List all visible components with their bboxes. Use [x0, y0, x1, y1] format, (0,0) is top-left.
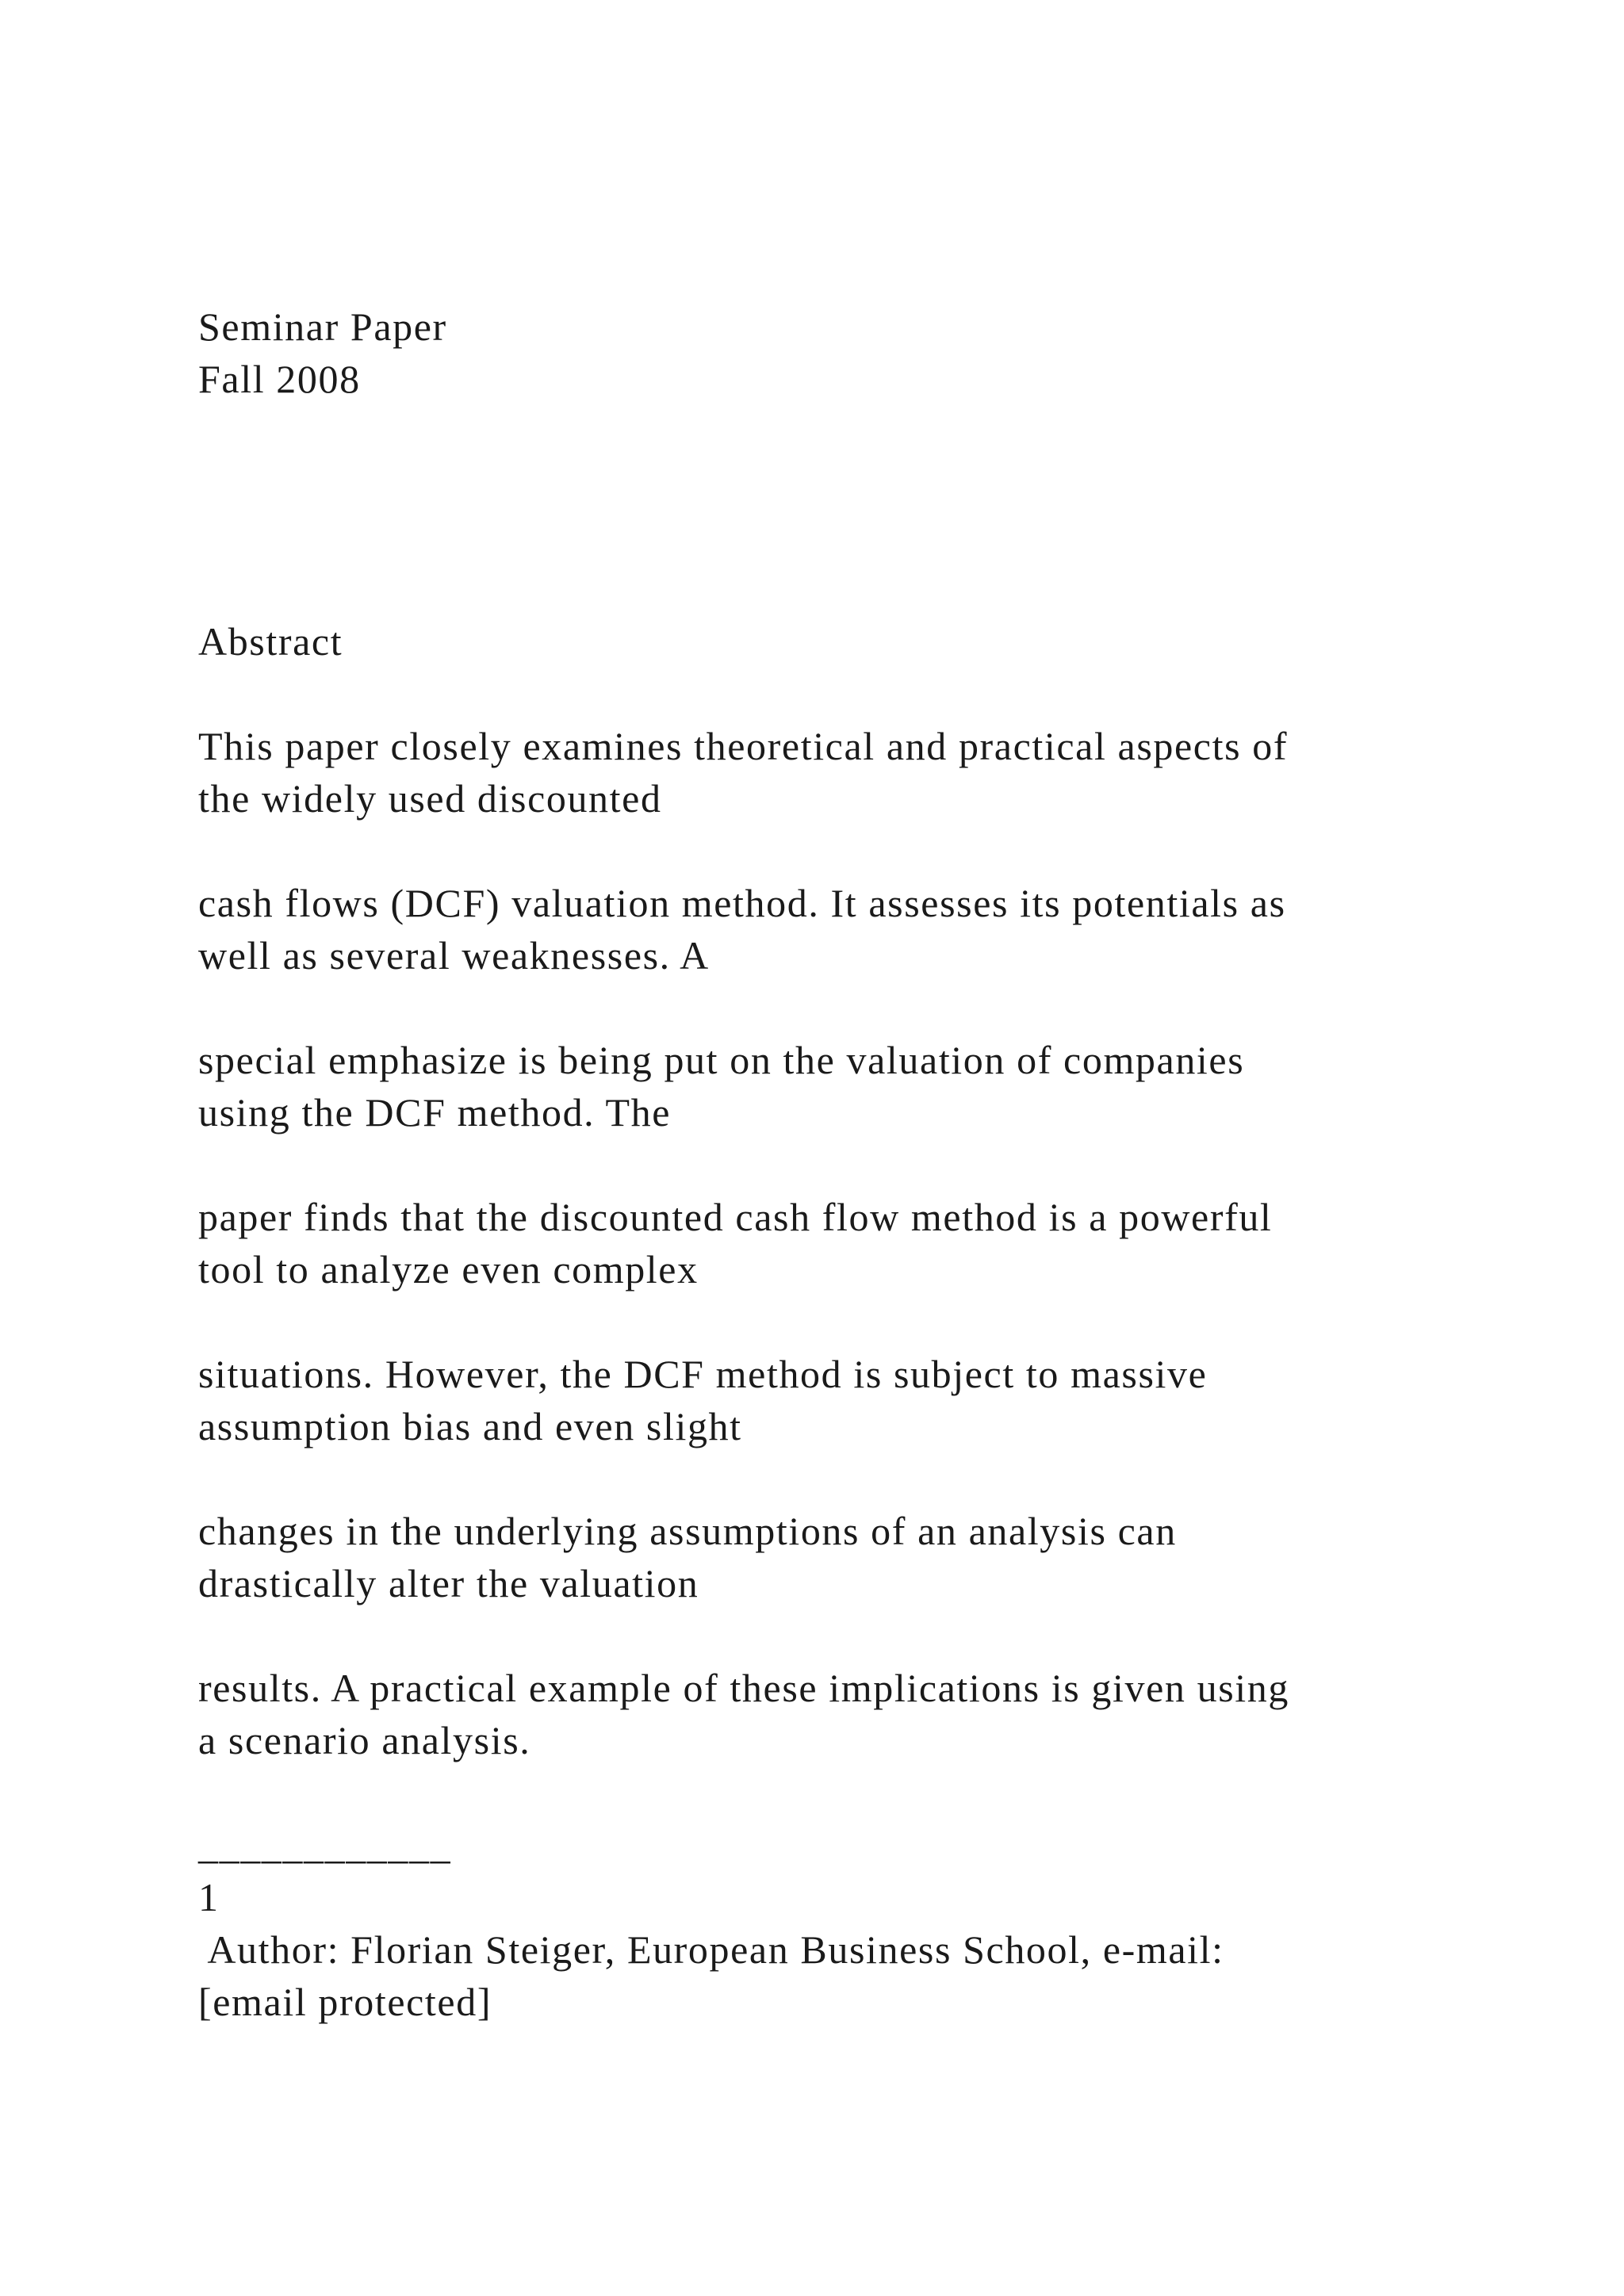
- footnote-email: [email protected]: [198, 1980, 492, 2024]
- abstract-line: This paper closely examines theoretical and practical aspects of: [198, 724, 1289, 768]
- abstract-line: cash flows (DCF) valuation method. It assesses its potentials as: [198, 881, 1286, 925]
- abstract-paragraph: [198, 877, 1546, 982]
- abstract-line: results. A practical example of these implications is given using: [198, 1666, 1289, 1710]
- abstract-heading: [198, 615, 1546, 668]
- abstract-line: tool to analyze even complex: [198, 1247, 699, 1292]
- abstract-paragraph: [198, 1348, 1546, 1452]
- abstract-line: situations. However, the DCF method is subject to massive: [198, 1352, 1208, 1396]
- abstract-paragraph: [198, 1034, 1546, 1138]
- abstract-line: assumption bias and even slight: [198, 1404, 742, 1448]
- abstract-line: drastically alter the valuation: [198, 1561, 699, 1605]
- abstract-paragraph: [198, 1191, 1546, 1295]
- paper-header: [198, 300, 1546, 405]
- abstract-heading-text: Abstract: [198, 619, 343, 664]
- footnote-number: 1: [198, 1875, 220, 1919]
- abstract-paragraph: [198, 720, 1546, 825]
- footnote-author-line: Author: Florian Steiger, European Business School, e-mail:: [198, 1927, 1224, 1972]
- abstract-line: changes in the underlying assumptions of an analysis can: [198, 1509, 1177, 1553]
- abstract-line: the widely used discounted: [198, 776, 662, 821]
- abstract-paragraph: [198, 1662, 1546, 1766]
- abstract-line: a scenario analysis.: [198, 1718, 531, 1762]
- paper-term: Fall 2008: [198, 357, 361, 401]
- footnote: [198, 1819, 1546, 2028]
- abstract-paragraph: [198, 1505, 1546, 1609]
- paper-title: Seminar Paper: [198, 304, 447, 349]
- abstract-line: special emphasize is being put on the valuation of companies: [198, 1038, 1245, 1082]
- abstract-line: well as several weaknesses. A: [198, 933, 710, 978]
- abstract-line: paper finds that the discounted cash flow method is a powerful: [198, 1195, 1273, 1239]
- abstract-line: using the DCF method. The: [198, 1090, 672, 1135]
- footnote-rule: ____________: [198, 1823, 452, 1867]
